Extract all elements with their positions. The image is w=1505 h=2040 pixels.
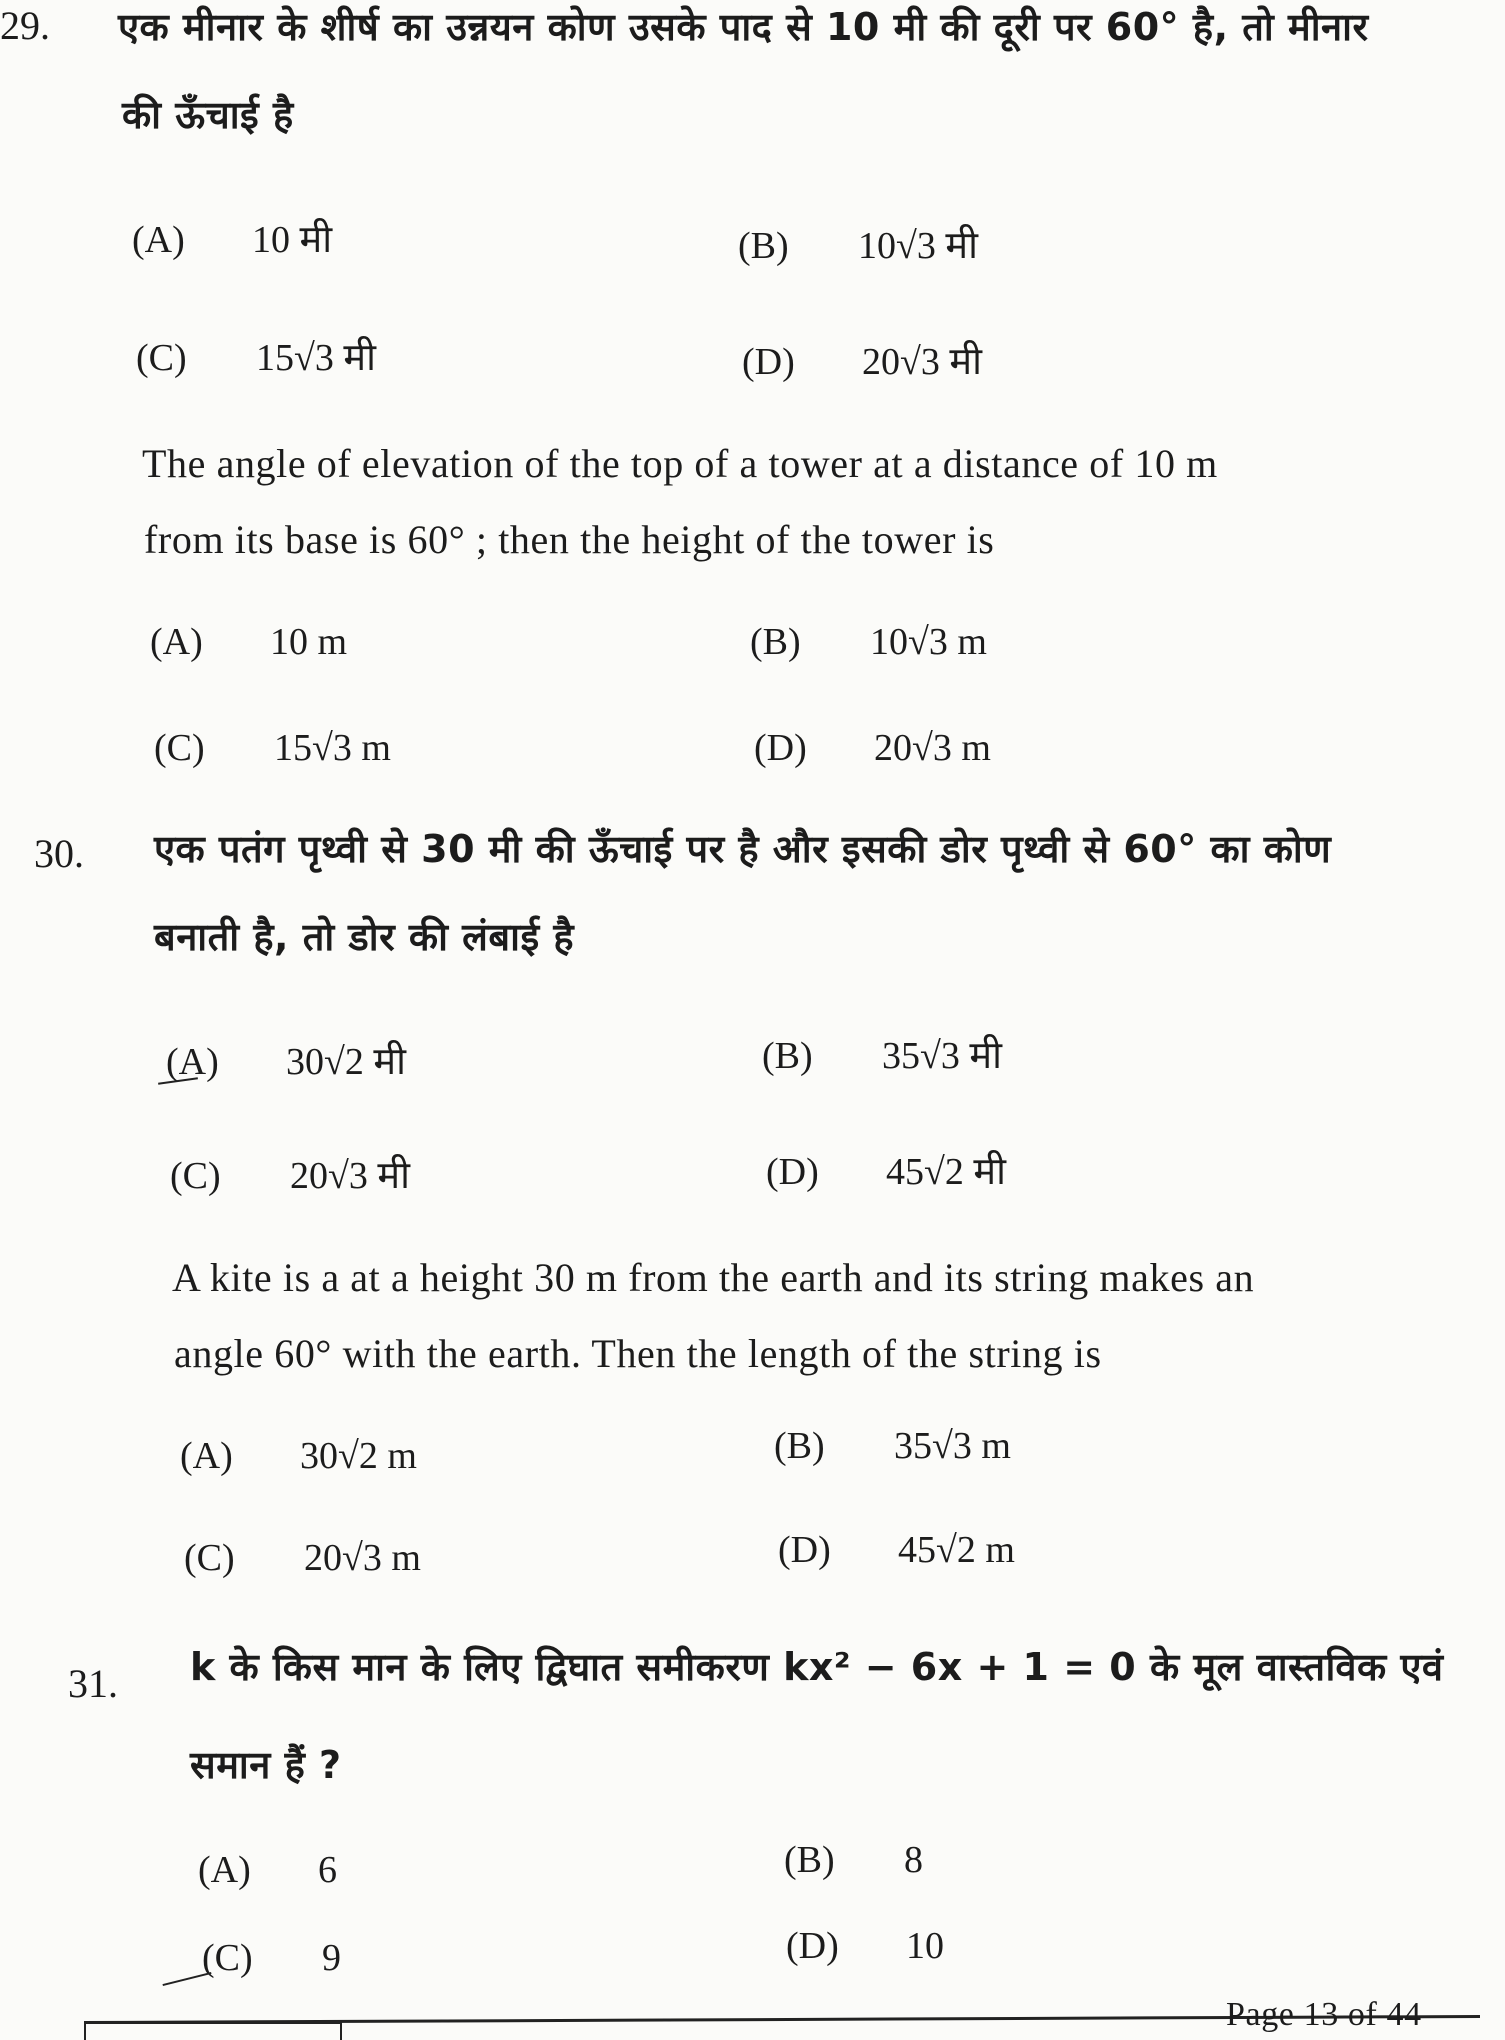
option-value: 20√3 m [304, 1537, 421, 1579]
q31-option-b [784, 1838, 923, 1882]
question-30-english-line-1: A kite is a at a height 30 m from the earth and its string makes an [172, 1255, 1255, 1300]
q31-option-d [786, 1924, 944, 1968]
option-value: 6 [318, 1849, 337, 1891]
q31-option-a [198, 1848, 337, 1892]
option-value: 20√3 m [874, 727, 991, 769]
question-number-31: 31. [68, 1661, 118, 1706]
option-label: (C) [184, 1537, 235, 1579]
q29-english-option-a [150, 620, 347, 664]
option-label: (D) [754, 727, 807, 769]
option-value: 10 मी [252, 219, 333, 261]
question-number-30: 30. [34, 831, 84, 876]
option-label: (B) [750, 621, 801, 663]
option-label: (B) [738, 225, 789, 267]
option-value: 10√3 m [870, 621, 987, 663]
question-30-hindi-line-1: एक पतंग पृथ्वी से 30 मी की ऊँचाई पर है और इसकी डोर पृथ्वी से 60° का कोण [154, 827, 1332, 871]
option-value: 20√3 मी [862, 341, 982, 383]
q30-hindi-option-b [762, 1028, 1002, 1080]
option-label: (A) [150, 621, 203, 663]
option-label: (D) [766, 1151, 819, 1193]
question-29-hindi-line-1: एक मीनार के शीर्ष का उन्नयन कोण उसके पाद से 10 मी की दूरी पर 60° है, तो मीनार [118, 5, 1369, 49]
q29-english-option-c [154, 726, 391, 770]
option-label: (C) [136, 337, 187, 379]
option-value: 35√3 m [894, 1425, 1011, 1467]
option-value: 30√2 m [300, 1435, 417, 1477]
q30-hindi-option-a [166, 1034, 406, 1086]
q29-hindi-option-a [132, 212, 332, 264]
option-value: 9 [322, 1937, 341, 1979]
option-value: 45√2 m [898, 1529, 1015, 1571]
q30-hindi-option-d [766, 1144, 1006, 1196]
question-29-english-line-1: The angle of elevation of the top of a tower at a distance of 10 m [142, 441, 1218, 486]
option-value: 10√3 मी [858, 225, 978, 267]
option-label: (C) [154, 727, 205, 769]
question-31-hindi-line-1: k के किस मान के लिए द्विघात समीकरण kx² − 6x + 1 = 0 के मूल वास्तविक एवं [190, 1645, 1444, 1689]
q30-english-option-b [774, 1424, 1011, 1468]
page-number: Page 13 of 44 [1226, 1996, 1422, 2033]
question-29-english-line-2: from its base is 60° ; then the height of the tower is [144, 517, 995, 562]
question-number-29: 29. [0, 3, 50, 48]
question-31-hindi-line-2: समान हैं ? [190, 1743, 342, 1787]
option-label: (B) [774, 1425, 825, 1467]
option-label: (A) [180, 1435, 233, 1477]
option-label: (D) [742, 341, 795, 383]
option-value: 45√2 मी [886, 1151, 1006, 1193]
option-label: (D) [778, 1529, 831, 1571]
option-value: 35√3 मी [882, 1035, 1002, 1077]
option-value: 15√3 मी [256, 337, 376, 379]
q29-hindi-option-b [738, 218, 978, 270]
q29-hindi-option-d [742, 334, 982, 386]
option-label: (D) [786, 1925, 839, 1967]
option-value: 30√2 मी [286, 1041, 406, 1083]
q31-option-c [202, 1936, 341, 1980]
option-label: (C) [202, 1937, 253, 1979]
q29-english-option-b [750, 620, 987, 664]
option-label: (B) [762, 1035, 813, 1077]
option-label: (A) [198, 1849, 251, 1891]
option-label: (B) [784, 1839, 835, 1881]
footer-box [84, 2022, 342, 2040]
question-30-english-line-2: angle 60° with the earth. Then the length of the string is [174, 1331, 1102, 1376]
q30-english-option-a [180, 1434, 417, 1478]
q30-english-option-d [778, 1528, 1015, 1572]
question-29-hindi-line-2: की ऊँचाई है [122, 93, 294, 137]
q30-english-option-c [184, 1536, 421, 1580]
option-label: (C) [170, 1155, 221, 1197]
option-value: 20√3 मी [290, 1155, 410, 1197]
q29-hindi-option-c [136, 330, 376, 382]
option-value: 8 [904, 1839, 923, 1881]
option-label: (A) [166, 1041, 219, 1083]
option-value: 15√3 m [274, 727, 391, 769]
q29-english-option-d [754, 726, 991, 770]
question-30-hindi-line-2: बनाती है, तो डोर की लंबाई है [154, 915, 575, 959]
q30-hindi-option-c [170, 1148, 410, 1200]
option-value: 10 m [270, 621, 348, 663]
option-label: (A) [132, 219, 185, 261]
option-value: 10 [906, 1925, 944, 1967]
